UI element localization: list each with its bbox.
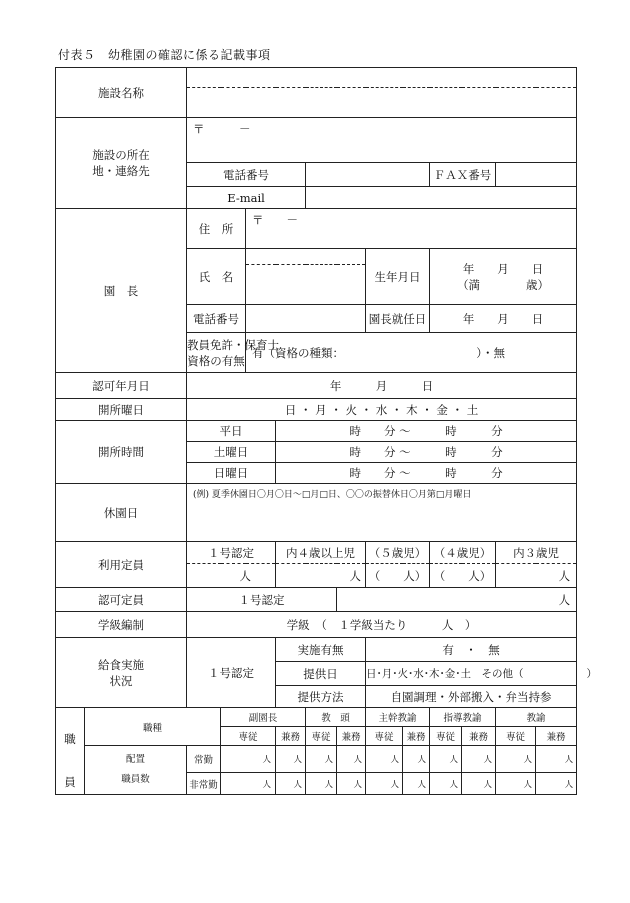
appointed-field[interactable]: 年 月 日 (430, 305, 577, 333)
open-days-field[interactable]: 日 ・ 月 ・ 火 ・ 水 ・ 木 ・ 金 ・ 土 (187, 399, 577, 421)
staff-cell[interactable]: 人 (536, 773, 577, 795)
license-field[interactable]: 有（資格の種類： ）・無 (246, 333, 577, 373)
meals-row-label-1: 実施有無 (276, 638, 366, 662)
parttime-label: 非常勤 (187, 773, 221, 795)
fax-label: ＦＡＸ番号 (430, 163, 496, 187)
role-header-4: 指導教諭 (430, 708, 496, 727)
meals-row-value-2[interactable]: 日･月･火･水･木･金･土 その他（ ） (366, 662, 577, 686)
capacity-value-2[interactable]: 人 (276, 564, 366, 588)
capacity-header-2: 内４歳以上児 (276, 542, 366, 564)
staff-label-line2: 員 (64, 775, 76, 789)
staff-cell[interactable]: 人 (337, 773, 366, 795)
capacity-value-3[interactable]: （ 人） (366, 564, 430, 588)
director-tel-label: 電話番号 (187, 305, 246, 333)
sub-header: 兼務 (462, 727, 496, 746)
role-header-2: 教 頭 (306, 708, 366, 727)
staff-count-line2: 職員数 (121, 774, 150, 785)
staff-cell[interactable]: 人 (221, 773, 276, 795)
staff-cell[interactable]: 人 (403, 773, 430, 795)
address-field[interactable]: 〒 － (187, 118, 577, 163)
meals-label-line1: 給食実施 (98, 657, 145, 672)
birth-ymd: 年 月 日 (462, 261, 544, 276)
meals-label-line2: 状況 (109, 673, 133, 688)
capacity-header-3: （５歳児） (366, 542, 430, 564)
location-label (56, 118, 187, 209)
meals-row-label-2: 提供日 (276, 662, 366, 686)
role-header-3: 主幹教諭 (366, 708, 430, 727)
location-label-line1: 施設の所在 (92, 148, 150, 162)
meals-row-value-3[interactable]: 自園調理・外部搬入・弁当持参 (366, 686, 577, 708)
staff-type-header: 職種 (85, 708, 221, 746)
tel-label: 電話番号 (187, 163, 306, 187)
meals-type: １号認定 (187, 638, 276, 708)
staff-cell[interactable]: 人 (496, 773, 536, 795)
capacity-header-4: （４歳児） (430, 542, 496, 564)
approval-date-label: 認可年月日 (56, 373, 187, 399)
approved-capacity-type: １号認定 (187, 588, 337, 612)
staff-cell[interactable]: 人 (462, 746, 496, 773)
capacity-header-1: １号認定 (187, 542, 276, 564)
staff-cell[interactable]: 人 (536, 746, 577, 773)
staff-cell[interactable]: 人 (306, 746, 337, 773)
sub-header: 専従 (221, 727, 276, 746)
capacity-header-5: 内３歳児 (496, 542, 577, 564)
director-birth-label: 生年月日 (366, 249, 430, 305)
email-field[interactable] (306, 187, 577, 209)
staff-cell[interactable]: 人 (462, 773, 496, 795)
license-label-line2: 資格の有無 (187, 353, 245, 368)
director-name-furigana[interactable] (246, 249, 366, 265)
hours-time-weekday[interactable]: 時 分 ～ 時 分 (276, 421, 577, 442)
staff-cell[interactable]: 人 (306, 773, 337, 795)
hours-time-sunday[interactable]: 時 分 ～ 時 分 (276, 463, 577, 484)
sub-header: 兼務 (403, 727, 430, 746)
capacity-value-1[interactable]: 人 (187, 564, 276, 588)
director-address-label: 住 所 (187, 209, 246, 249)
staff-cell[interactable]: 人 (430, 773, 462, 795)
email-label: E-mail (187, 187, 306, 209)
staff-label-line1: 職 (64, 732, 76, 746)
staff-cell[interactable]: 人 (337, 746, 366, 773)
open-days-label: 開所曜日 (56, 399, 187, 421)
hours-time-saturday[interactable]: 時 分 ～ 時 分 (276, 442, 577, 463)
sub-header: 専従 (366, 727, 403, 746)
holidays-field[interactable]: (例) 夏季休園日〇月〇日～□月□日、〇〇の振替休日〇月第□月曜日 (187, 484, 577, 542)
hours-day-sunday: 日曜日 (187, 463, 276, 484)
sub-header: 兼務 (337, 727, 366, 746)
facility-name-label: 施設名称 (56, 68, 187, 118)
capacity-value-4[interactable]: （ 人） (430, 564, 496, 588)
hours-day-saturday: 土曜日 (187, 442, 276, 463)
director-label: 園 長 (56, 209, 187, 373)
tel-field[interactable] (306, 163, 430, 187)
holidays-label: 休園日 (56, 484, 187, 542)
role-header-5: 教諭 (496, 708, 577, 727)
class-field[interactable]: 学級 （ １学級当たり 人 ） (187, 612, 577, 638)
director-name-field[interactable] (246, 265, 366, 305)
sub-header: 専従 (496, 727, 536, 746)
approval-date-field[interactable]: 年 月 日 (187, 373, 577, 399)
facility-name-furigana[interactable] (187, 68, 577, 88)
director-address-field[interactable]: 〒 － (246, 209, 577, 249)
fulltime-label: 常勤 (187, 746, 221, 773)
sub-header: 兼務 (276, 727, 306, 746)
confirmation-form-table (55, 67, 598, 795)
meals-label (56, 638, 187, 708)
open-hours-label: 開所時間 (56, 421, 187, 484)
staff-cell[interactable]: 人 (221, 746, 276, 773)
capacity-value-5[interactable]: 人 (496, 564, 577, 588)
staff-count-label (85, 746, 187, 795)
staff-cell[interactable]: 人 (430, 746, 462, 773)
staff-cell[interactable]: 人 (366, 746, 403, 773)
director-tel-field[interactable] (246, 305, 366, 333)
hours-day-weekday: 平日 (187, 421, 276, 442)
staff-cell[interactable]: 人 (276, 773, 306, 795)
staff-cell[interactable]: 人 (403, 746, 430, 773)
form-title: 付表５ 幼稚園の確認に係る記載事項 (58, 48, 271, 62)
staff-cell[interactable]: 人 (496, 746, 536, 773)
license-label-line1: 教員免許・保育士 (187, 337, 280, 352)
capacity-label: 利用定員 (56, 542, 187, 588)
meals-row-label-3: 提供方法 (276, 686, 366, 708)
approved-capacity-label: 認可定員 (56, 588, 187, 612)
approved-capacity-field[interactable]: 人 (337, 588, 577, 612)
birth-age: （満 歳） (457, 277, 550, 292)
role-header-1: 副園長 (221, 708, 306, 727)
staff-label (56, 708, 85, 795)
staff-cell[interactable]: 人 (366, 773, 403, 795)
class-label: 学級編制 (56, 612, 187, 638)
staff-cell[interactable]: 人 (276, 746, 306, 773)
license-label (187, 333, 280, 373)
meals-row-value-1[interactable]: 有 ・ 無 (366, 638, 577, 662)
sub-header: 兼務 (536, 727, 577, 746)
sub-header: 専従 (430, 727, 462, 746)
facility-name-field[interactable] (187, 88, 577, 118)
director-name-label: 氏 名 (187, 249, 246, 305)
fax-field[interactable] (496, 163, 577, 187)
sub-header: 専従 (306, 727, 337, 746)
staff-count-line1: 配置 (126, 754, 146, 765)
appointed-label: 園長就任日 (366, 305, 430, 333)
location-label-line2: 地・連絡先 (92, 164, 150, 178)
director-birth-field[interactable] (430, 249, 577, 305)
